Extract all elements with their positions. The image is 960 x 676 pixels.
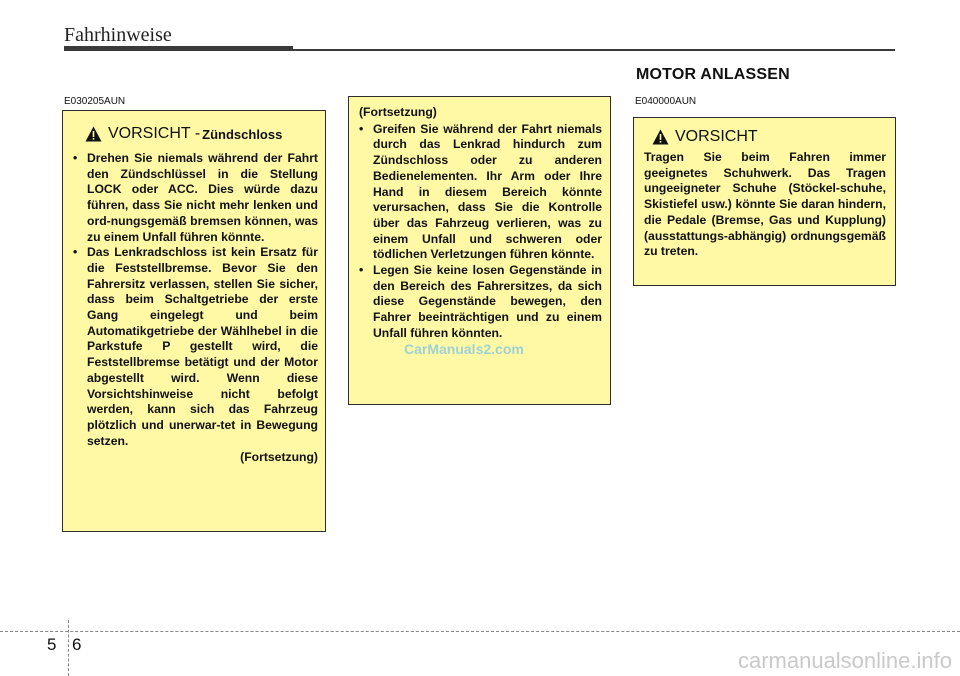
caution-title: VORSICHT - [108,125,201,142]
caution-bullet-list [73,151,318,449]
caution-box-continued [348,96,611,405]
section-title: MOTOR ANLASSEN [636,66,790,83]
continued-bullet-list [359,122,602,342]
continued-bullet: • Legen Sie keine losen Gegenstände in den Bereich des Fahrersitzes, da sich diese Gegenstände bewegen, den Fahrer beeinträchtigen und zu einem Unfall führen könnten. [359,263,602,342]
page-number: 6 [72,635,82,654]
watermark-center: CarManuals2.com [404,341,524,357]
continued-heading: (Fortsetzung) [359,105,437,119]
warning-triangle-icon [85,126,102,142]
caution-heading [85,125,318,143]
footer-separator [0,631,960,632]
caution-box-ignition [62,110,326,532]
header-rule-thick [64,46,293,51]
caution-title: VORSICHT [675,128,758,145]
chapter-number: 5 [47,635,57,654]
caution-subtitle: Zündschloss [202,126,283,142]
watermark-corner[interactable]: carmanualsonline.info [737,648,952,673]
caution-heading [652,128,886,146]
code-left: E030205AUN [64,96,126,107]
caution-bullet: • Drehen Sie niemals während der Fahrt den Zündschlüssel in die Stellung LOCK oder ACC. Dies würde dazu führen, dass Sie nicht mehr lenken und ord-nungsgemäß bremsen können, was zu einem Unfall führen könnte. [73,151,318,245]
code-right: E040000AUN [635,96,697,107]
caution-bullet: • Das Lenkradschloss ist kein Ersatz für die Feststellbremse. Bevor Sie den Fahrersitz verlassen, stellen Sie sicher, dass beim Schaltgetriebe der erste Gang eingelegt und beim Automatikgetriebe der Wählhebel in die Parkstufe P gestellt wird, die Feststellbremse betätigt und der Motor abgestellt wird. Wenn diese Vorsichtshinweise nicht befolgt werden, kann sich das Fahrzeug plötzlich und unerwar-tet in Bewegung setzen. [73,245,318,449]
caution-box-footwear [633,117,896,286]
header-title: Fahrhinweise [64,24,172,46]
continued-bullet: • Greifen Sie während der Fahrt niemals durch das Lenkrad hindurch zum Zündschloss oder zu anderen Bedienelementen. Ihr Arm oder Ihre Hand in diesem Bereich könnte verursachen, dass Sie die Kontrolle über das Fahrzeug verlieren, was zu einem Unfall und schweren oder tödlichen Verletzungen führen könnte. [359,122,602,263]
caution-box-ignition-inner [63,111,325,531]
footer-vertical-separator [68,620,69,676]
caution-text: Tragen Sie beim Fahren immer geeignetes Schuhwerk. Das Tragen ungeeigneter Schuhe (Stöckel-schuhe, Skistiefel usw.) könnte Sie daran hindern, die Pedale (Bremse, Gas und Kupplung) (ausstattungs-abhängig) ordnungsgemäß zu treten. [644,150,886,259]
continued-label: (Fortsetzung) [240,450,318,465]
header-rule-thin [293,49,895,51]
warning-triangle-icon [652,129,669,145]
